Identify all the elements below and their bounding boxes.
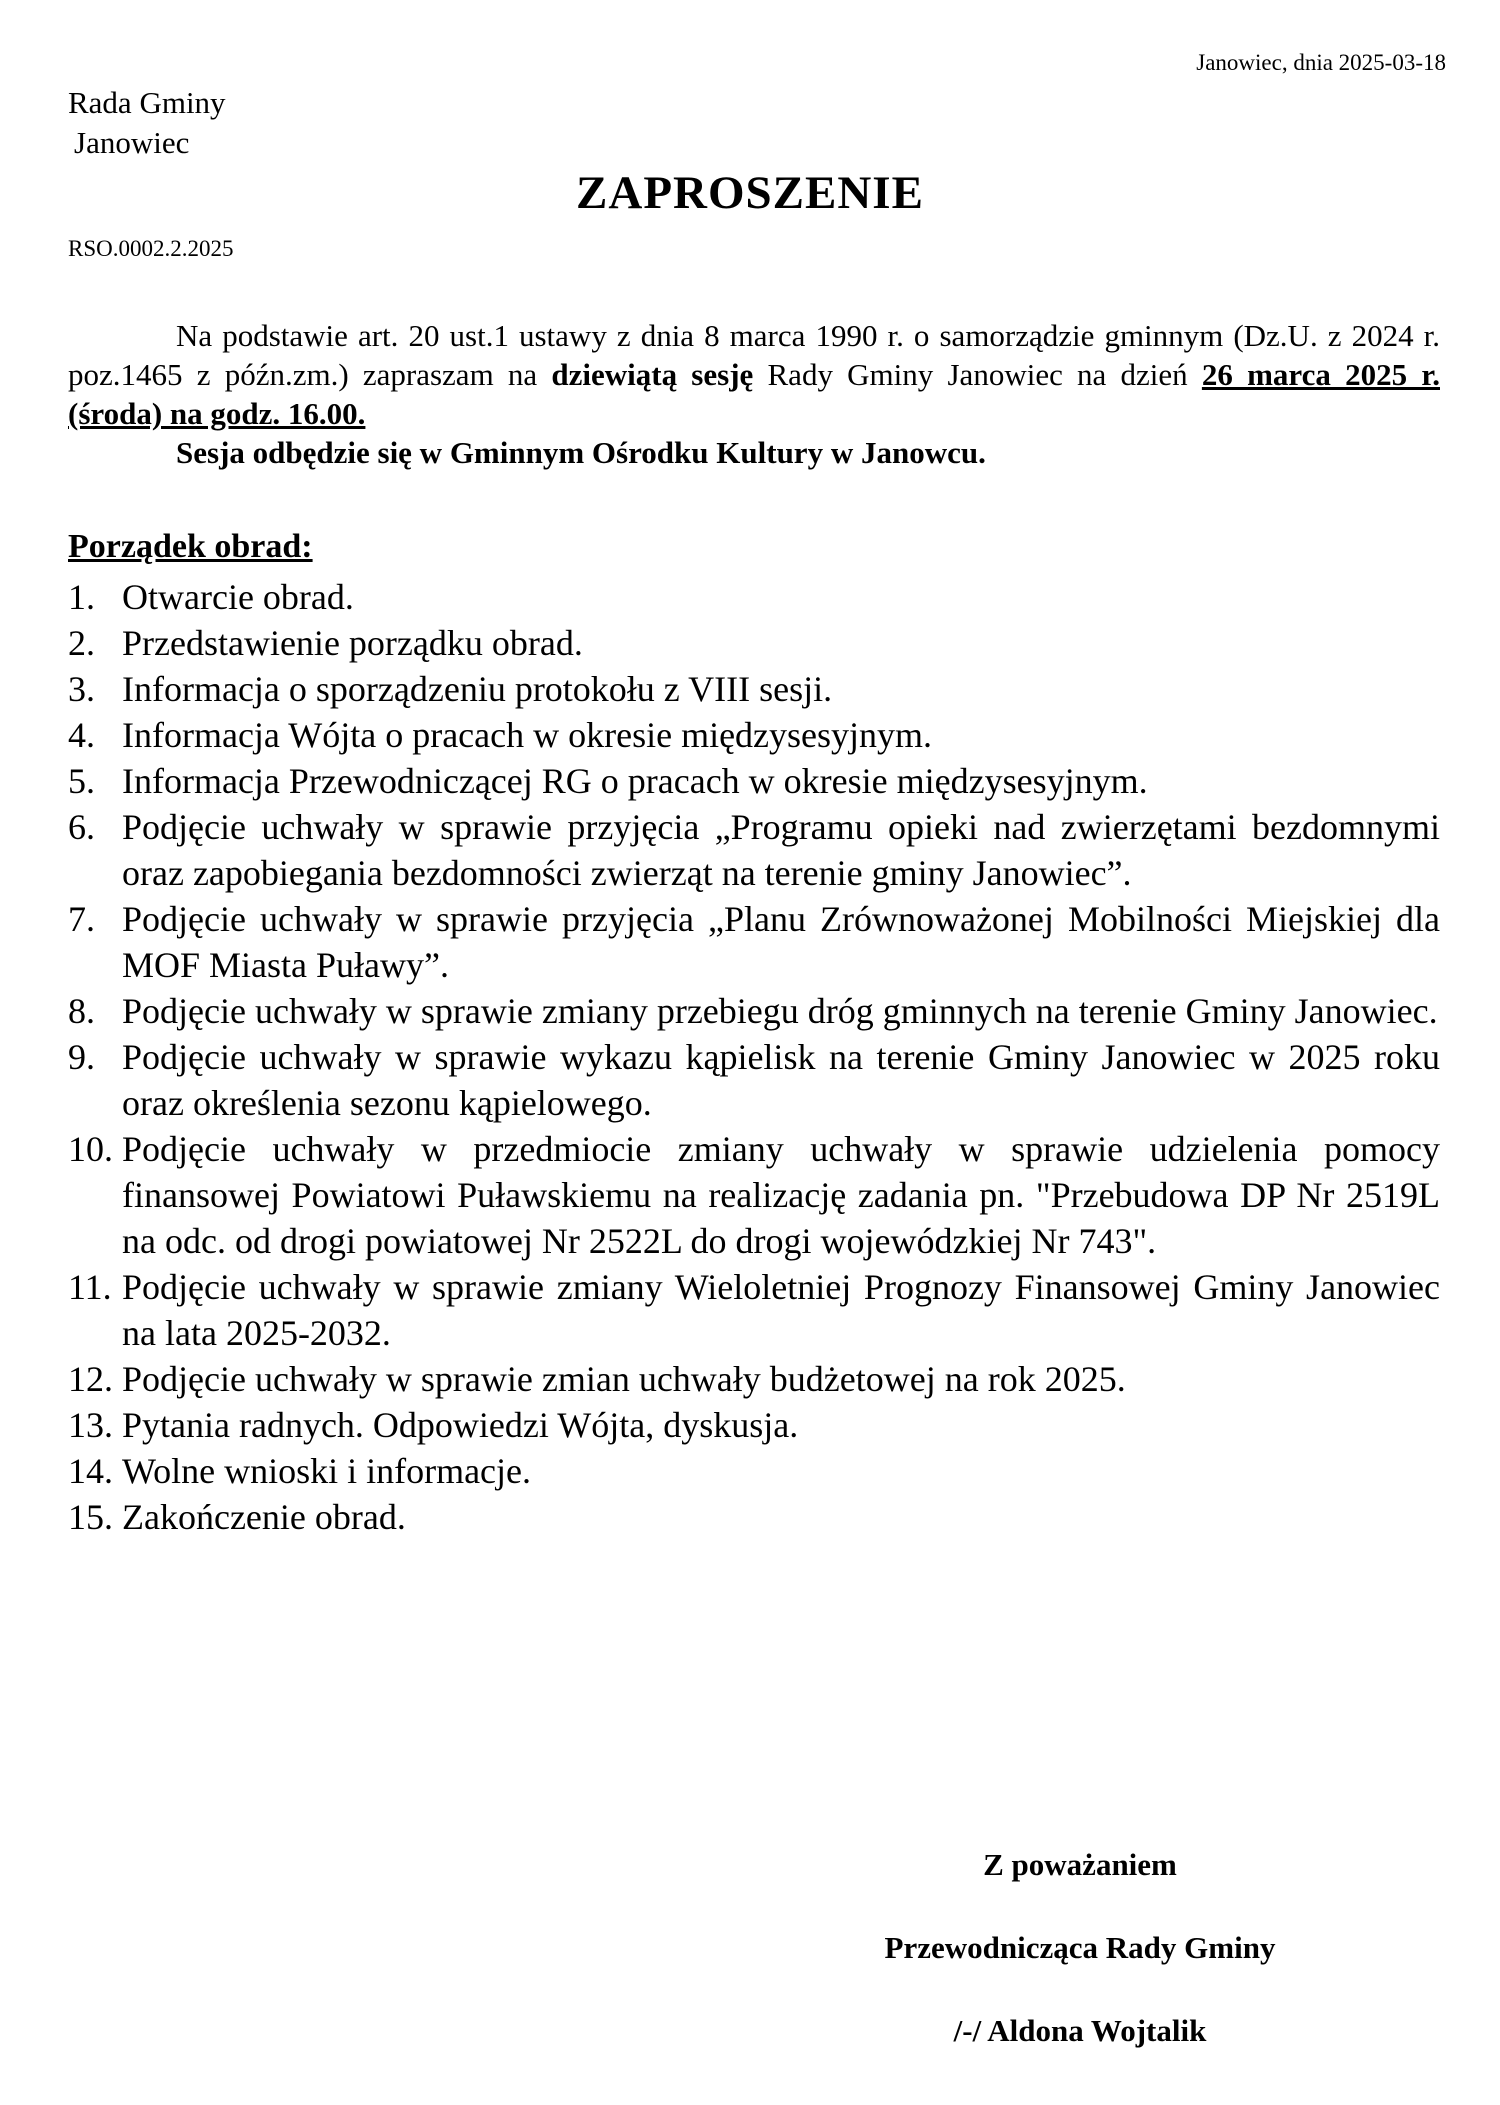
session-ordinal: dziewiątą sesję xyxy=(551,357,754,392)
agenda-item-number: 12. xyxy=(68,1359,113,1399)
agenda-item-text: Podjęcie uchwały w sprawie zmian uchwały budżetowej na rok 2025. xyxy=(122,1359,1126,1399)
agenda-list xyxy=(68,574,1440,1540)
sender-name: Rada Gminy xyxy=(68,85,226,120)
agenda-item xyxy=(68,804,1440,896)
agenda-item-text: Podjęcie uchwały w sprawie wykazu kąpielisk na terenie Gminy Janowiec w 2025 roku oraz określenia sezonu kąpielowego. xyxy=(122,1037,1440,1123)
agenda-item xyxy=(68,1126,1440,1264)
agenda-item xyxy=(68,620,1440,666)
agenda-item-text: Przedstawienie porządku obrad. xyxy=(122,623,583,663)
agenda-item xyxy=(68,1494,1440,1540)
agenda-item-text: Informacja o sporządzeniu protokołu z VIII sesji. xyxy=(122,669,833,709)
intro-text-b: Rady Gminy Janowiec na dzień xyxy=(753,357,1202,392)
agenda-item xyxy=(68,712,1440,758)
agenda-item xyxy=(68,666,1440,712)
agenda-item xyxy=(68,1448,1440,1494)
agenda-item xyxy=(68,896,1440,988)
agenda-item xyxy=(68,574,1440,620)
agenda-item-text: Podjęcie uchwały w sprawie przyjęcia „Planu Zrównoważonej Mobilności Miejskiej dla MOF Miasta Puławy”. xyxy=(122,899,1440,985)
agenda-item-number: 14. xyxy=(68,1451,113,1491)
agenda-item-number: 4. xyxy=(68,715,95,755)
reference-number: RSO.0002.2.2025 xyxy=(68,236,234,261)
agenda-item-text: Zakończenie obrad. xyxy=(122,1497,406,1537)
agenda-item-number: 15. xyxy=(68,1497,113,1537)
agenda-item-number: 2. xyxy=(68,623,95,663)
agenda-item-number: 6. xyxy=(68,807,95,847)
closing-salutation: Z poważaniem xyxy=(983,1847,1177,1882)
agenda-item-number: 7. xyxy=(68,899,95,939)
session-date: 26 marca 2025 r. (środa) na godz. 16.00. xyxy=(68,357,1440,431)
agenda-item-text: Pytania radnych. Odpowiedzi Wójta, dyskusja. xyxy=(122,1405,799,1445)
sender-location: Janowiec xyxy=(74,125,190,160)
venue-text: Sesja odbędzie się w Gminnym Ośrodku Kultury w Janowcu. xyxy=(176,435,986,470)
agenda-item-number: 1. xyxy=(68,577,95,617)
agenda-item-text: Wolne wnioski i informacje. xyxy=(122,1451,532,1491)
agenda-item-text: Informacja Przewodniczącej RG o pracach w okresie międzysesyjnym. xyxy=(122,761,1148,801)
agenda-item-text: Podjęcie uchwały w sprawie przyjęcia „Programu opieki nad zwierzętami bezdomnymi oraz zapobiegania bezdomności zwierząt na terenie gminy Janowiec”. xyxy=(122,807,1440,893)
agenda-item-number: 9. xyxy=(68,1037,95,1077)
agenda-item xyxy=(68,1356,1440,1402)
agenda-item-text: Podjęcie uchwały w przedmiocie zmiany uchwały w sprawie udzielenia pomocy finansowej Powiatowi Puławskiemu na realizację zadania pn. "Przebudowa DP Nr 2519L na odc. od drogi powiatowej Nr 2522L do drogi wojewódzkiej Nr 743". xyxy=(122,1129,1440,1261)
agenda-item xyxy=(68,758,1440,804)
signatory-name: /-/ Aldona Wojtalik xyxy=(953,2013,1207,2048)
agenda-heading: Porządek obrad: xyxy=(68,528,313,565)
intro-text-a: Na podstawie art. 20 ust.1 ustawy z dnia 8 marca 1990 r. o samorządzie gminnym (Dz.U. z 2024 r. poz.1465 z późn.zm.) zapraszam na xyxy=(68,318,1440,392)
document-title: ZAPROSZENIE xyxy=(576,167,924,219)
intro-venue xyxy=(68,433,1440,472)
agenda-item-text: Otwarcie obrad. xyxy=(122,577,354,617)
agenda-item xyxy=(68,1402,1440,1448)
agenda-item-text: Informacja Wójta o pracach w okresie międzysesyjnym. xyxy=(122,715,933,755)
sender-block xyxy=(68,83,226,163)
agenda-item-number: 10. xyxy=(68,1129,113,1169)
agenda-item-number: 5. xyxy=(68,761,95,801)
agenda-item-number: 11. xyxy=(68,1267,112,1307)
agenda-item-number: 8. xyxy=(68,991,95,1031)
agenda-item xyxy=(68,1034,1440,1126)
intro-paragraph xyxy=(68,316,1440,472)
intro-indent xyxy=(68,318,176,353)
agenda-item xyxy=(68,1264,1440,1356)
agenda-item-text: Podjęcie uchwały w sprawie zmiany przebiegu dróg gminnych na terenie Gminy Janowiec. xyxy=(122,991,1438,1031)
agenda-item-number: 13. xyxy=(68,1405,113,1445)
agenda-item-number: 3. xyxy=(68,669,95,709)
signatory-role: Przewodnicząca Rady Gminy xyxy=(884,1930,1276,1965)
agenda-item xyxy=(68,988,1440,1034)
document-date: Janowiec, dnia 2025-03-18 xyxy=(1196,50,1446,75)
agenda-item-text: Podjęcie uchwały w sprawie zmiany Wieloletniej Prognozy Finansowej Gminy Janowiec na lata 2025-2032. xyxy=(122,1267,1440,1353)
